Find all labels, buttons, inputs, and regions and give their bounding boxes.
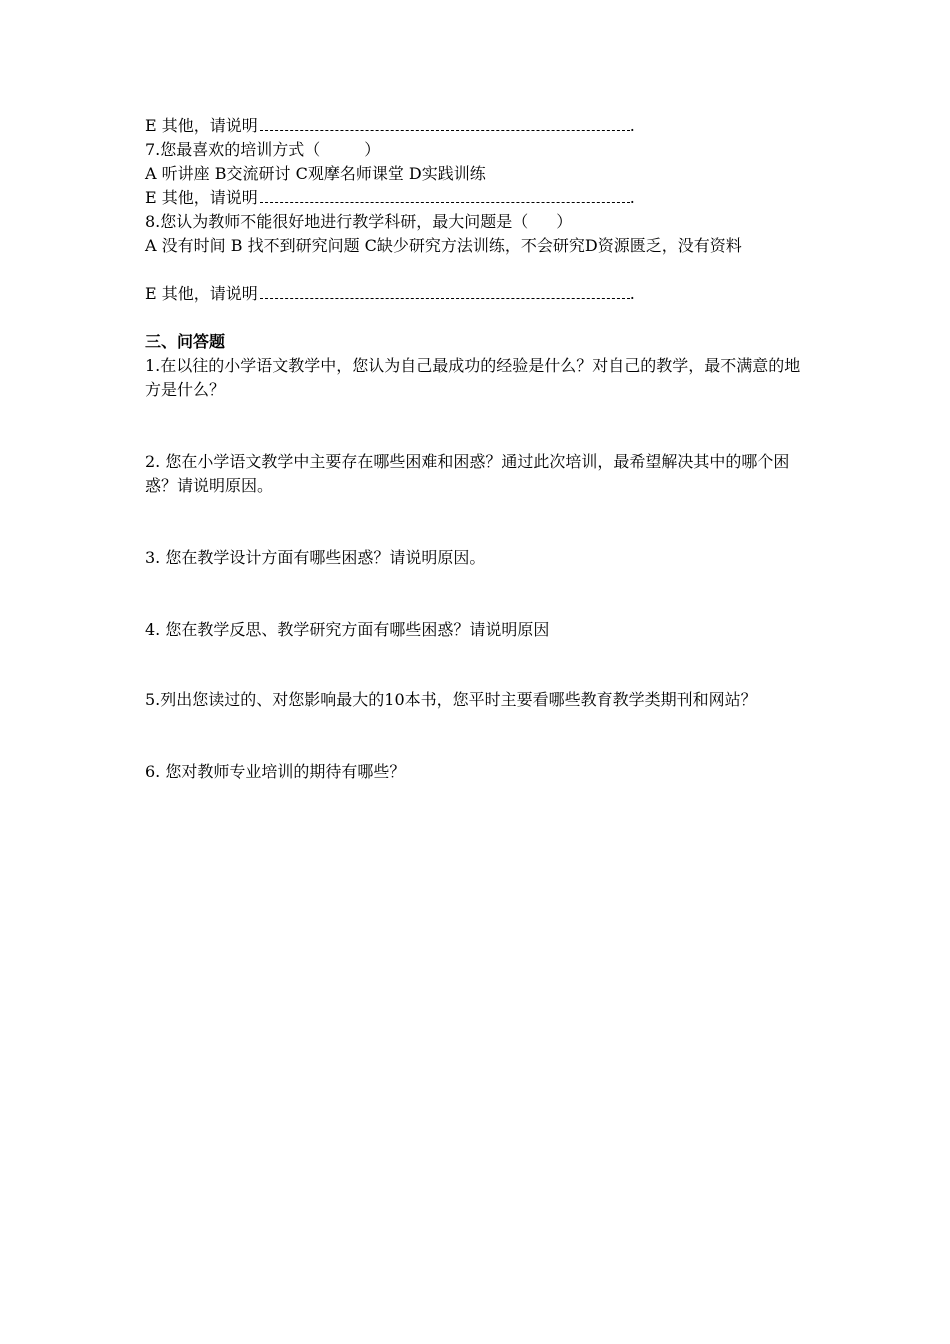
q7-options: A 听讲座 B交流研讨 C观摩名师课堂 D实践训练 [145,164,486,183]
question-4: 4. 您在教学反思、教学研究方面有哪些困惑？请说明原因 [145,620,550,639]
q6-option-e-label: E 其他，请说明 [145,116,258,135]
q7-stem [145,138,810,162]
question-2: 2. 您在小学语文教学中主要存在哪些困难和困惑？通过此次培训，最希望解决其中的哪个困惑？请说明原因。 [145,452,790,495]
q7-option-e-blank [260,188,630,203]
question-3: 3. 您在教学设计方面有哪些困惑？请说明原因。 [145,548,486,567]
q7-stem-close: ） [364,140,381,159]
q8-stem-close: ） [556,212,573,231]
q7-option-e-line [145,186,810,210]
q8-option-e-line [145,282,810,306]
q8-option-e-label: E 其他，请说明 [145,284,258,303]
q7-option-e-end: . [629,188,635,207]
q6-option-e-end: . [629,116,635,135]
question-6: 6. 您对教师专业培训的期待有哪些？ [145,762,406,781]
q8-options: A 没有时间 B 找不到研究问题 C缺少研究方法训练，不会研究D资源匮乏，没有资料 [145,236,742,255]
q6-option-e-blank [260,116,630,131]
question-1: 1.在以往的小学语文教学中，您认为自己最成功的经验是什么？对自己的教学，最不满意的地方是什么？ [145,356,801,399]
q8-option-e-end: . [629,284,635,303]
q8-option-e-blank [260,284,630,299]
q7-option-e-label: E 其他，请说明 [145,188,258,207]
q7-stem-text: 7.您最喜欢的培训方式（ [145,140,321,159]
q8-stem-text: 8.您认为教师不能很好地进行教学科研，最大问题是（ [145,212,529,231]
q8-stem [145,210,810,234]
q6-option-e-line [145,114,810,138]
section3-title: 三、问答题 [145,332,226,351]
question-5: 5.列出您读过的、对您影响最大的10本书，您平时主要看哪些教育教学类期刊和网站？ [145,690,757,709]
